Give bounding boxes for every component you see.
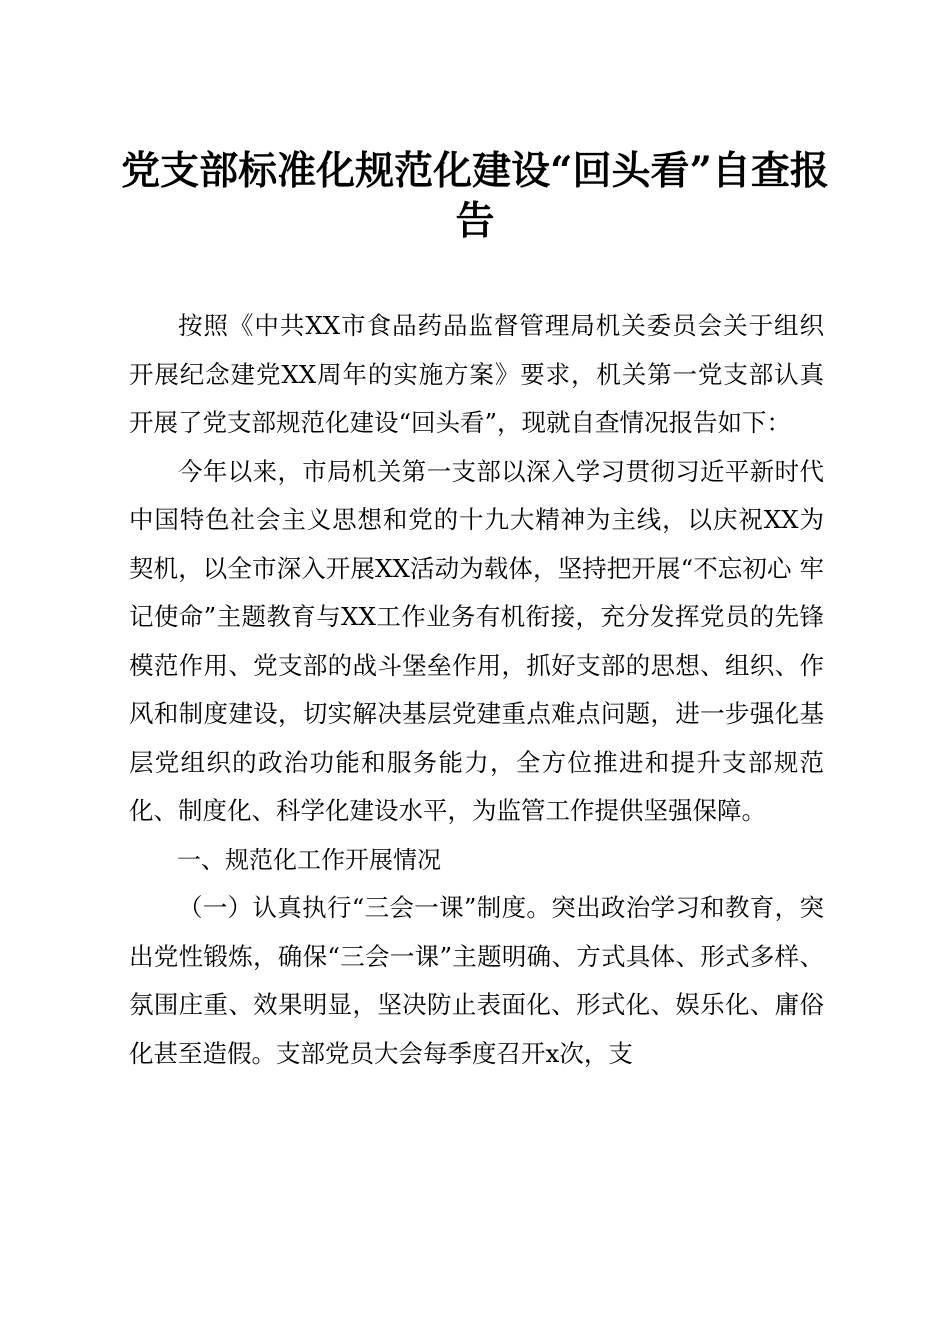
section-heading: 一、规范化工作开展情况 [177,845,441,874]
overview-paragraph: 今年以来，市局机关第一支部以深入学习贯彻习近平新时代中国特色社会主义思想和党的十九大精神为主线，以庆祝XX为契机，以全市深入开展XX活动为载体，坚持把开展“不忘初心 牢记使命”主题教育与XX工作业务有机衔接，充分发挥党员的先锋模范作用、党支部的战斗堡垒作用，抓好支部的思想、组织、作风和制度建设，切实解决基层党建重点难点问题，进一步强化基层党组织的政治功能和服务能力，全方位推进和提升支部规范化、制度化、科学化建设水平，为监管工作提供坚强保障。 [129,456,824,825]
section-paragraph: （一）认真执行“三会一课”制度。突出政治学习和教育，突出党性锻炼，确保“三会一课”主题明确、方式具体、形式多样、氛围庄重、效果明显，坚决防止表面化、形式化、娱乐化、庸俗化甚至造假。支部党员大会每季度召开x次，支 [129,893,824,1068]
intro-paragraph: 按照《中共XX市食品药品监督管理局机关委员会关于组织开展纪念建党XX周年的实施方案》要求，机关第一党支部认真开展了党支部规范化建设“回头看”，现就自查情况报告如下： [129,311,824,437]
document-title: 党支部标准化规范化建设“回头看”自查报告 [121,148,829,244]
document-body [129,302,824,1078]
